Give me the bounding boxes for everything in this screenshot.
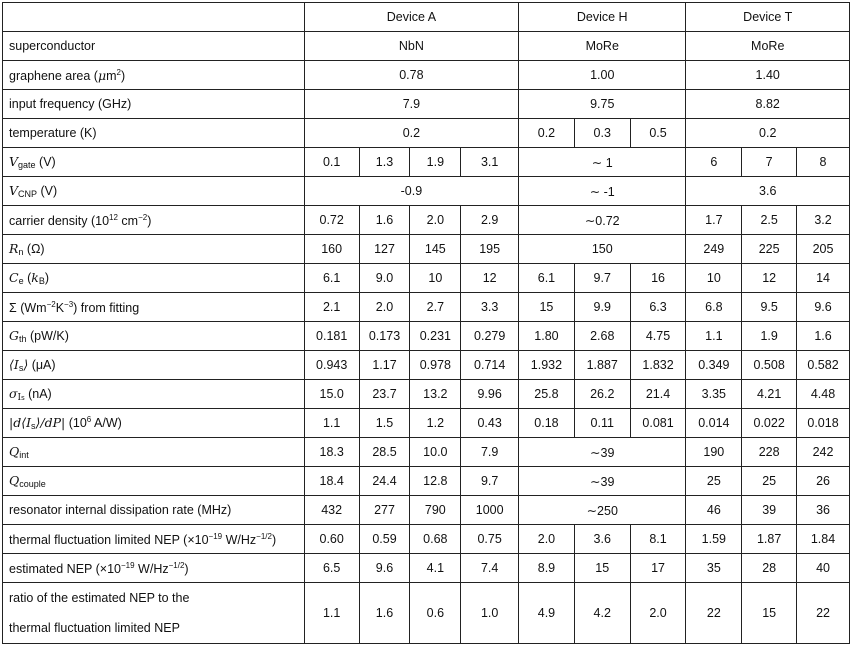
cell-t1: 46 bbox=[686, 496, 742, 525]
cell-a2: 1.6 bbox=[359, 206, 410, 235]
cell-t2: 225 bbox=[742, 235, 797, 264]
cell-h2: 9.9 bbox=[574, 293, 630, 322]
cell-a4: 7.4 bbox=[461, 554, 519, 583]
row-label: Vgate (V) bbox=[3, 148, 305, 177]
cell-device-a: -0.9 bbox=[304, 177, 518, 206]
row-is bbox=[3, 351, 850, 380]
cell-device-t: 0.2 bbox=[686, 119, 850, 148]
cell-h1: 1.932 bbox=[519, 351, 575, 380]
cell-device-h: ∼250 bbox=[519, 496, 686, 525]
row-label: Σ $(Wm^{-2}K^{-3})$ from fitting bbox=[3, 293, 305, 322]
header-device-t: Device T bbox=[686, 3, 850, 32]
cell-a1: 1.1 bbox=[304, 583, 359, 644]
cell-t1: 0.014 bbox=[686, 409, 742, 438]
cell-t3: 40 bbox=[797, 554, 850, 583]
cell-device-t: 3.6 bbox=[686, 177, 850, 206]
row-gth bbox=[3, 322, 850, 351]
cell-t1: 35 bbox=[686, 554, 742, 583]
cell-device-h: ∼0.72 bbox=[519, 206, 686, 235]
row-label: carrier density ($10^{12}$ $cm^{-2}$) bbox=[3, 206, 305, 235]
row-graphene-area bbox=[3, 61, 850, 90]
cell-a1: 0.943 bbox=[304, 351, 359, 380]
row-estimated-nep bbox=[3, 554, 850, 583]
cell-device-t: 8.82 bbox=[686, 90, 850, 119]
cell-t3: 1.6 bbox=[797, 322, 850, 351]
row-dissipation-rate bbox=[3, 496, 850, 525]
cell-h2: 15 bbox=[574, 554, 630, 583]
cell-device-h: ∼ 1 bbox=[519, 148, 686, 177]
cell-t3: 205 bbox=[797, 235, 850, 264]
cell-t3: 22 bbox=[797, 583, 850, 644]
cell-device-t: MoRe bbox=[686, 32, 850, 61]
cell-a4: 1000 bbox=[461, 496, 519, 525]
cell-a4: 195 bbox=[461, 235, 519, 264]
cell-device-h: ∼39 bbox=[519, 467, 686, 496]
cell-a2: 1.5 bbox=[359, 409, 410, 438]
cell-a3: 13.2 bbox=[410, 380, 461, 409]
cell-a3: 0.978 bbox=[410, 351, 461, 380]
row-label: |d⟨Is⟩/dP| ($10^6$ A/W) bbox=[3, 409, 305, 438]
cell-a1: 0.60 bbox=[304, 525, 359, 554]
row-label: superconductor bbox=[3, 32, 305, 61]
cell-a3: 0.231 bbox=[410, 322, 461, 351]
cell-a1: 0.181 bbox=[304, 322, 359, 351]
cell-device-h: MoRe bbox=[519, 32, 686, 61]
row-carrier-density bbox=[3, 206, 850, 235]
cell-t2: 12 bbox=[742, 264, 797, 293]
cell-a4: 9.7 bbox=[461, 467, 519, 496]
row-label: resonator internal dissipation rate (MHz) bbox=[3, 496, 305, 525]
cell-a1: 18.3 bbox=[304, 438, 359, 467]
cell-t2: 39 bbox=[742, 496, 797, 525]
cell-a1: 0.72 bbox=[304, 206, 359, 235]
header-row bbox=[3, 3, 850, 32]
row-nep-ratio bbox=[3, 583, 850, 644]
row-label: σIs (nA) bbox=[3, 380, 305, 409]
cell-t1: 249 bbox=[686, 235, 742, 264]
cell-t3: 9.6 bbox=[797, 293, 850, 322]
cell-h3: 6.3 bbox=[630, 293, 686, 322]
row-label: Rn (Ω) bbox=[3, 235, 305, 264]
cell-device-a: 0.78 bbox=[304, 61, 518, 90]
cell-t1: 6.8 bbox=[686, 293, 742, 322]
cell-t1: 0.349 bbox=[686, 351, 742, 380]
cell-a4: 9.96 bbox=[461, 380, 519, 409]
cell-a2: 24.4 bbox=[359, 467, 410, 496]
cell-device-h: 150 bbox=[519, 235, 686, 264]
cell-h3: 0.5 bbox=[630, 119, 686, 148]
cell-t3: 3.2 bbox=[797, 206, 850, 235]
cell-a4: 12 bbox=[461, 264, 519, 293]
cell-t2: 1.9 bbox=[742, 322, 797, 351]
cell-a4: 2.9 bbox=[461, 206, 519, 235]
cell-a1: 6.1 bbox=[304, 264, 359, 293]
header-device-h: Device H bbox=[519, 3, 686, 32]
cell-h2: 3.6 bbox=[574, 525, 630, 554]
row-vcnp bbox=[3, 177, 850, 206]
cell-t1: 25 bbox=[686, 467, 742, 496]
cell-h2: 4.2 bbox=[574, 583, 630, 644]
row-label: Qcouple bbox=[3, 467, 305, 496]
cell-a1: 15.0 bbox=[304, 380, 359, 409]
row-label: thermal fluctuation limited NEP ($\times 10^{-19}$ $W/Hz^{-1/2}$) bbox=[3, 525, 305, 554]
cell-t1: 22 bbox=[686, 583, 742, 644]
row-qcouple bbox=[3, 467, 850, 496]
header-device-a: Device A bbox=[304, 3, 518, 32]
row-thermal-nep bbox=[3, 525, 850, 554]
cell-a1: 2.1 bbox=[304, 293, 359, 322]
cell-a3: 1.2 bbox=[410, 409, 461, 438]
cell-h2: 1.887 bbox=[574, 351, 630, 380]
cell-t1: 1.7 bbox=[686, 206, 742, 235]
cell-a3: 790 bbox=[410, 496, 461, 525]
cell-h2: 0.11 bbox=[574, 409, 630, 438]
cell-t2: 7 bbox=[742, 148, 797, 177]
row-label: input frequency (GHz) bbox=[3, 90, 305, 119]
cell-h2: 9.7 bbox=[574, 264, 630, 293]
row-qint bbox=[3, 438, 850, 467]
cell-h2: 0.3 bbox=[574, 119, 630, 148]
cell-a1: 160 bbox=[304, 235, 359, 264]
cell-device-a: 7.9 bbox=[304, 90, 518, 119]
cell-h1: 6.1 bbox=[519, 264, 575, 293]
cell-a4: 0.43 bbox=[461, 409, 519, 438]
cell-device-a: NbN bbox=[304, 32, 518, 61]
cell-a2: 2.0 bbox=[359, 293, 410, 322]
cell-a4: 3.1 bbox=[461, 148, 519, 177]
cell-t2: 28 bbox=[742, 554, 797, 583]
cell-h3: 21.4 bbox=[630, 380, 686, 409]
cell-a4: 0.279 bbox=[461, 322, 519, 351]
cell-a2: 0.173 bbox=[359, 322, 410, 351]
cell-a1: 18.4 bbox=[304, 467, 359, 496]
cell-a1: 432 bbox=[304, 496, 359, 525]
cell-t3: 242 bbox=[797, 438, 850, 467]
row-label bbox=[3, 583, 305, 644]
cell-a3: 10.0 bbox=[410, 438, 461, 467]
cell-a3: 2.7 bbox=[410, 293, 461, 322]
cell-h1: 0.18 bbox=[519, 409, 575, 438]
cell-t2: 0.508 bbox=[742, 351, 797, 380]
cell-a2: 127 bbox=[359, 235, 410, 264]
cell-h1: 2.0 bbox=[519, 525, 575, 554]
cell-t3: 14 bbox=[797, 264, 850, 293]
cell-h3: 2.0 bbox=[630, 583, 686, 644]
cell-t1: 190 bbox=[686, 438, 742, 467]
row-rn bbox=[3, 235, 850, 264]
cell-a1: 6.5 bbox=[304, 554, 359, 583]
cell-h2: 2.68 bbox=[574, 322, 630, 351]
cell-t3: 4.48 bbox=[797, 380, 850, 409]
cell-h3: 0.081 bbox=[630, 409, 686, 438]
cell-a3: 1.9 bbox=[410, 148, 461, 177]
cell-a2: 1.17 bbox=[359, 351, 410, 380]
cell-h3: 16 bbox=[630, 264, 686, 293]
cell-h3: 1.832 bbox=[630, 351, 686, 380]
cell-t2: 0.022 bbox=[742, 409, 797, 438]
cell-h3: 17 bbox=[630, 554, 686, 583]
cell-device-h: 9.75 bbox=[519, 90, 686, 119]
cell-a3: 145 bbox=[410, 235, 461, 264]
row-ce bbox=[3, 264, 850, 293]
cell-device-h: ∼ -1 bbox=[519, 177, 686, 206]
cell-a4: 0.714 bbox=[461, 351, 519, 380]
cell-t3: 36 bbox=[797, 496, 850, 525]
cell-device-h: ∼39 bbox=[519, 438, 686, 467]
cell-t2: 2.5 bbox=[742, 206, 797, 235]
cell-a2: 9.0 bbox=[359, 264, 410, 293]
cell-h1: 0.2 bbox=[519, 119, 575, 148]
cell-h1: 15 bbox=[519, 293, 575, 322]
row-sigma bbox=[3, 293, 850, 322]
cell-t2: 25 bbox=[742, 467, 797, 496]
cell-a4: 7.9 bbox=[461, 438, 519, 467]
row-label: estimated NEP ($\times 10^{-19}$ $W/Hz^{-1/2}$) bbox=[3, 554, 305, 583]
cell-h1: 25.8 bbox=[519, 380, 575, 409]
cell-a3: 0.68 bbox=[410, 525, 461, 554]
row-label: Gth (pW/K) bbox=[3, 322, 305, 351]
cell-a1: 0.1 bbox=[304, 148, 359, 177]
row-superconductor bbox=[3, 32, 850, 61]
cell-t2: 1.87 bbox=[742, 525, 797, 554]
cell-a2: 9.6 bbox=[359, 554, 410, 583]
cell-device-a: 0.2 bbox=[304, 119, 518, 148]
cell-a1: 1.1 bbox=[304, 409, 359, 438]
cell-t1: 1.59 bbox=[686, 525, 742, 554]
cell-t3: 1.84 bbox=[797, 525, 850, 554]
cell-t1: 1.1 bbox=[686, 322, 742, 351]
cell-h3: 4.75 bbox=[630, 322, 686, 351]
cell-t1: 3.35 bbox=[686, 380, 742, 409]
cell-t1: 6 bbox=[686, 148, 742, 177]
row-dis-dp bbox=[3, 409, 850, 438]
cell-t3: 26 bbox=[797, 467, 850, 496]
cell-a2: 23.7 bbox=[359, 380, 410, 409]
cell-a2: 1.3 bbox=[359, 148, 410, 177]
cell-t2: 9.5 bbox=[742, 293, 797, 322]
row-vgate bbox=[3, 148, 850, 177]
cell-a2: 277 bbox=[359, 496, 410, 525]
row-label: ⟨Is⟩ (μA) bbox=[3, 351, 305, 380]
cell-h3: 8.1 bbox=[630, 525, 686, 554]
cell-a2: 0.59 bbox=[359, 525, 410, 554]
cell-a2: 1.6 bbox=[359, 583, 410, 644]
cell-device-h: 1.00 bbox=[519, 61, 686, 90]
cell-t3: 0.582 bbox=[797, 351, 850, 380]
cell-a2: 28.5 bbox=[359, 438, 410, 467]
row-temperature bbox=[3, 119, 850, 148]
header-blank bbox=[3, 3, 305, 32]
row-label: temperature (K) bbox=[3, 119, 305, 148]
device-parameters-table bbox=[2, 2, 850, 644]
row-sigma-is bbox=[3, 380, 850, 409]
cell-h1: 8.9 bbox=[519, 554, 575, 583]
row-label: VCNP (V) bbox=[3, 177, 305, 206]
row-label: graphene area $(\mu m^2)$ bbox=[3, 61, 305, 90]
row-input-frequency bbox=[3, 90, 850, 119]
cell-h1: 4.9 bbox=[519, 583, 575, 644]
cell-a3: 2.0 bbox=[410, 206, 461, 235]
cell-t2: 4.21 bbox=[742, 380, 797, 409]
cell-t3: 8 bbox=[797, 148, 850, 177]
cell-t3: 0.018 bbox=[797, 409, 850, 438]
cell-h1: 1.80 bbox=[519, 322, 575, 351]
cell-a3: 12.8 bbox=[410, 467, 461, 496]
cell-t2: 228 bbox=[742, 438, 797, 467]
cell-device-t: 1.40 bbox=[686, 61, 850, 90]
cell-a3: 0.6 bbox=[410, 583, 461, 644]
cell-t1: 10 bbox=[686, 264, 742, 293]
cell-t2: 15 bbox=[742, 583, 797, 644]
cell-a3: 4.1 bbox=[410, 554, 461, 583]
row-label: Qint bbox=[3, 438, 305, 467]
row-label: Ce (kB) bbox=[3, 264, 305, 293]
cell-h2: 26.2 bbox=[574, 380, 630, 409]
row-label-text: ratio of the estimated NEP to the thermal fluctuation limited NEP bbox=[9, 591, 190, 635]
cell-a3: 10 bbox=[410, 264, 461, 293]
cell-a4: 0.75 bbox=[461, 525, 519, 554]
cell-a4: 1.0 bbox=[461, 583, 519, 644]
cell-a4: 3.3 bbox=[461, 293, 519, 322]
